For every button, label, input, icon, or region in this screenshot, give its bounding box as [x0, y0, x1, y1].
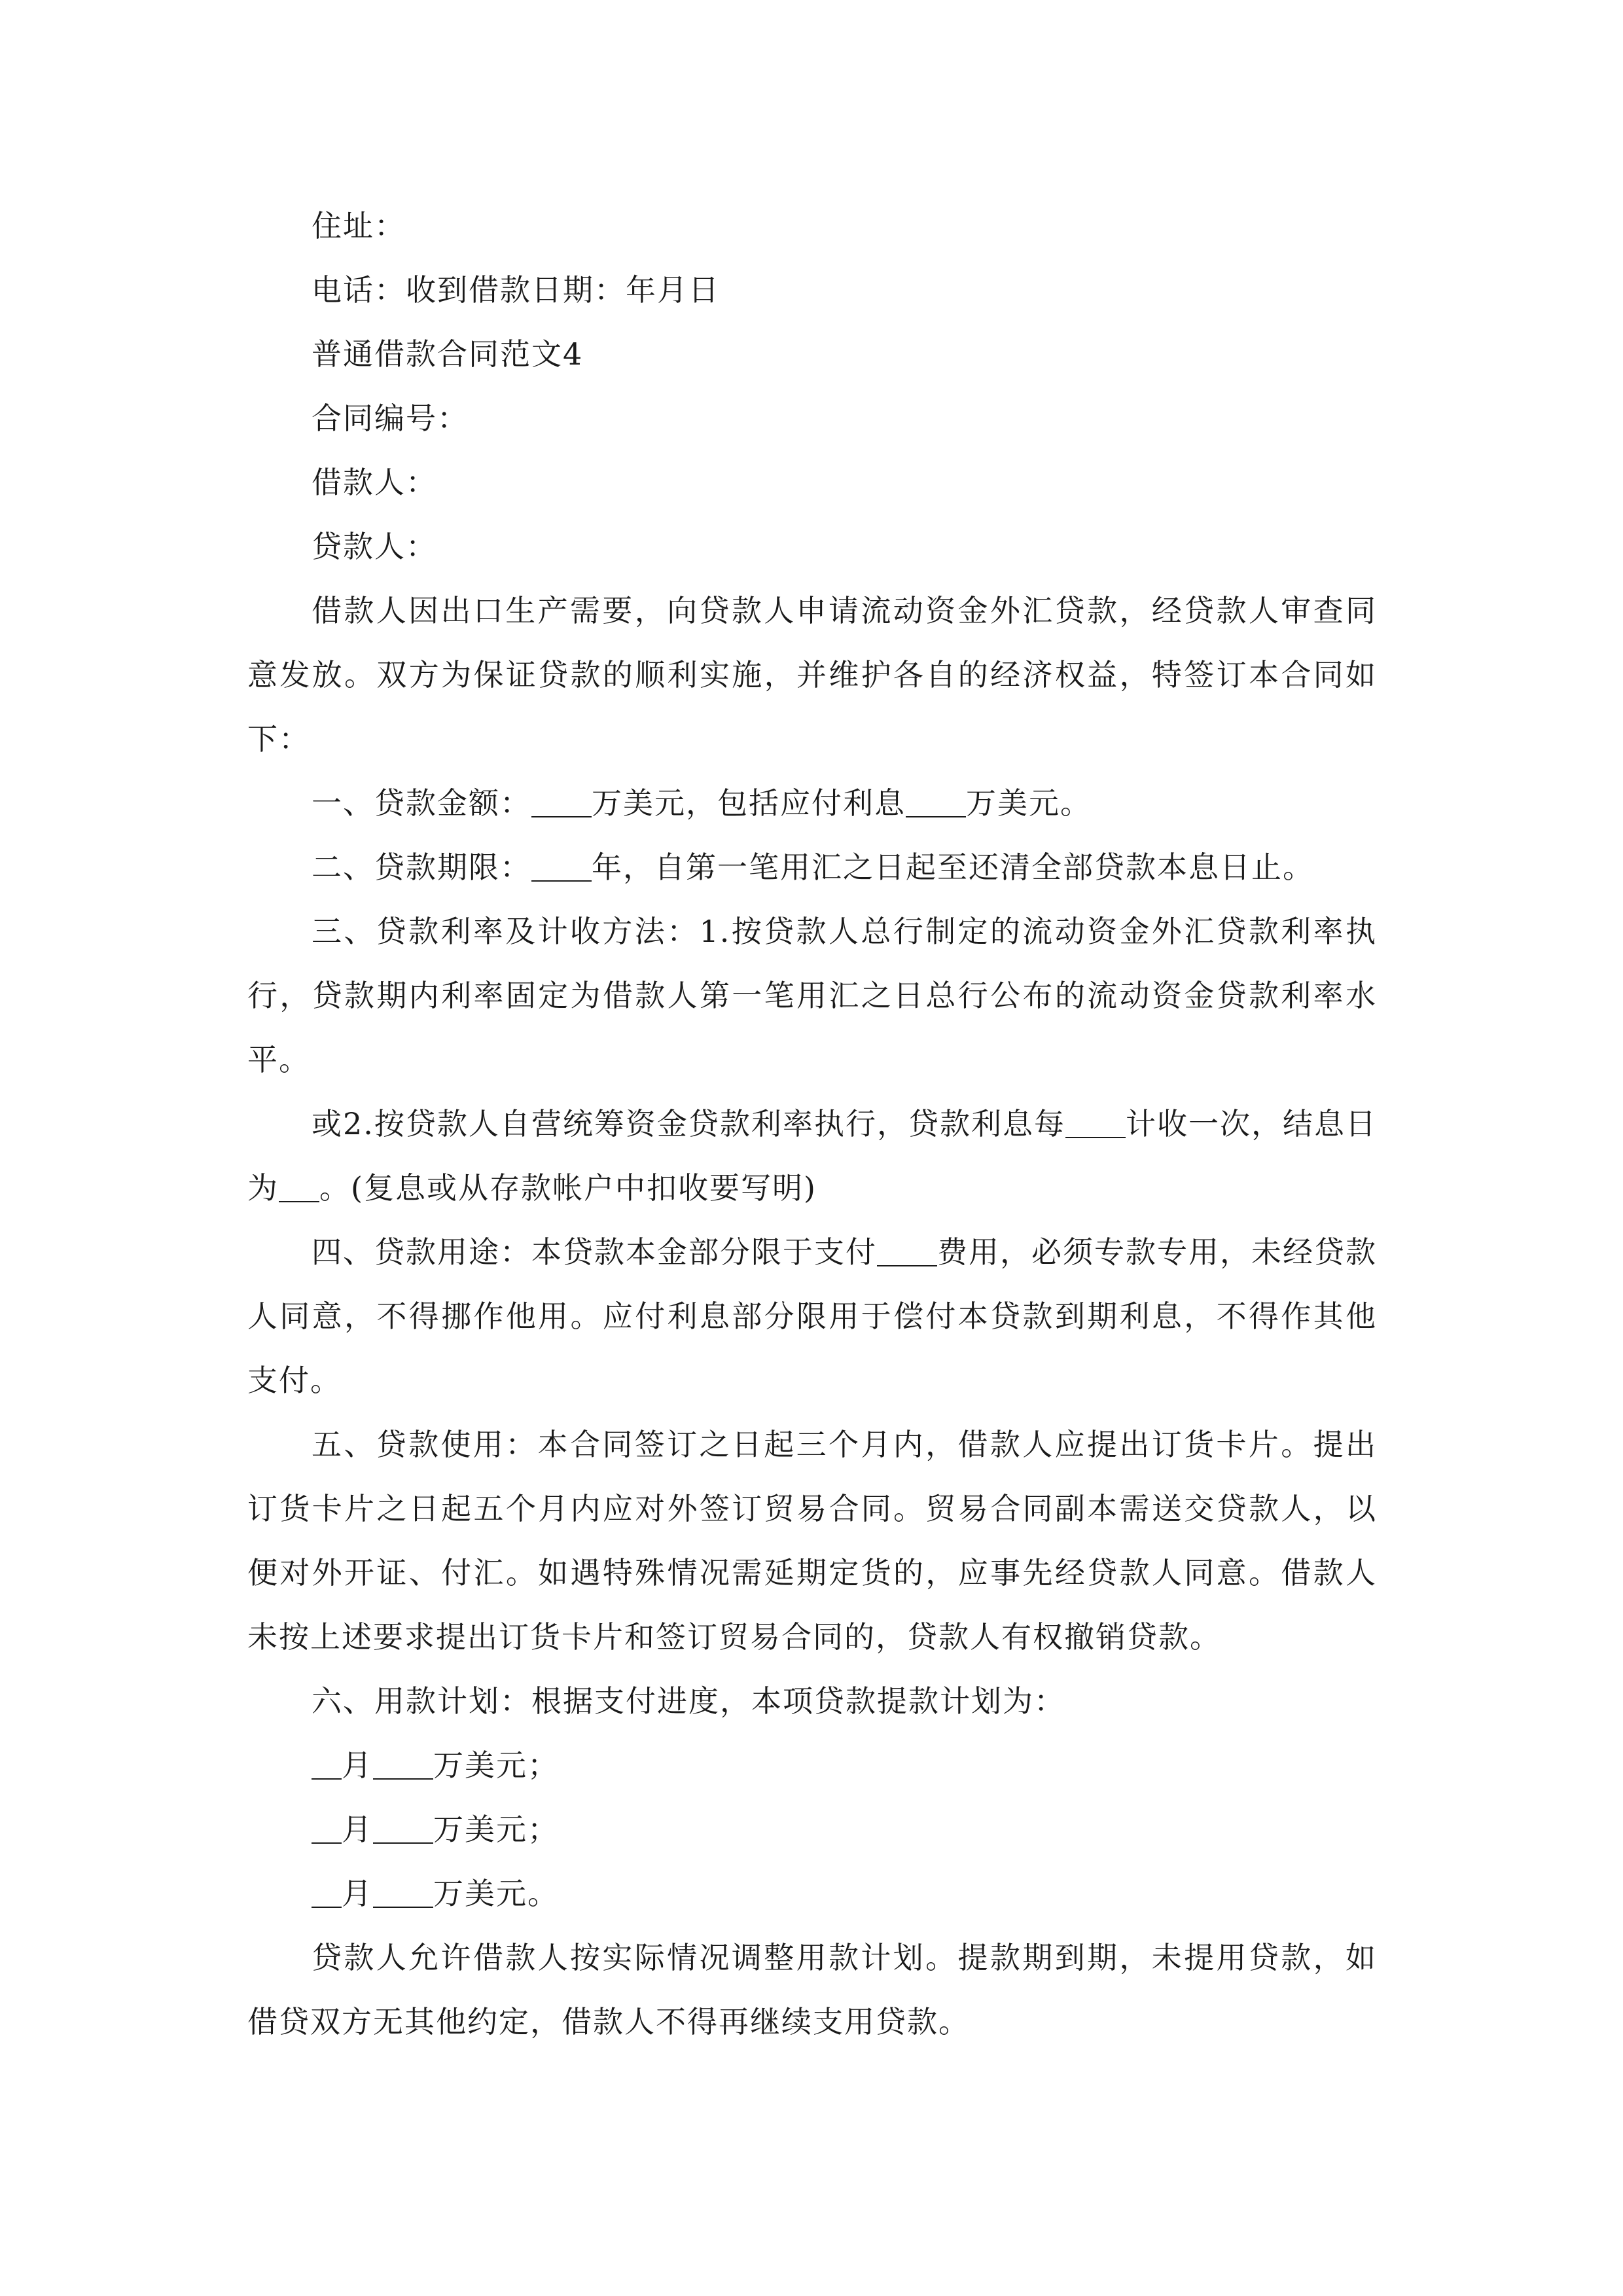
- plan-item: [247, 1861, 1377, 1926]
- contract-number-line: 合同编号：: [312, 401, 469, 436]
- plan-item: [247, 1797, 1377, 1861]
- clause-1: [247, 771, 1377, 835]
- clause-6: 六、用款计划：根据支付进度，本项贷款提款计划为：: [312, 1683, 1065, 1719]
- closing-paragraph: 贷款人允许借款人按实际情况调整用款计划。提款期到期，未提用贷款，如借贷双方无其他约定，借款人不得再继续支用贷款。: [247, 1940, 1377, 2039]
- blank-field: [279, 1175, 319, 1202]
- clause-2: [247, 835, 1377, 899]
- lender-line: 贷款人：: [312, 529, 437, 564]
- blank-field: [906, 790, 966, 817]
- blank-field: [373, 1880, 433, 1908]
- borrower-line: 借款人：: [312, 465, 437, 500]
- blank-field: [877, 1239, 937, 1266]
- intro-paragraph: 借款人因出口生产需要，向贷款人申请流动资金外汇贷款，经贷款人审查同意发放。双方为保证贷款的顺利实施，并维护各自的经济权益，特签订本合同如下：: [247, 593, 1377, 757]
- clause-3: 三、贷款利率及计收方法：1.按贷款人总行制定的流动资金外汇贷款利率执行，贷款期内利率固定为借款人第一笔用汇之日总行公布的流动资金贷款利率水平。: [247, 914, 1377, 1077]
- plan-month: 月: [342, 1812, 373, 1847]
- clause-3b-text-a: 或2.按贷款人自营统筹资金贷款利率执行，贷款利息每: [312, 1106, 1065, 1141]
- plan-amount: 万美元。: [433, 1876, 559, 1911]
- blank-field: [373, 1752, 433, 1780]
- phone-date-line: 电话：收到借款日期：年月日: [312, 272, 720, 308]
- plan-amount: 万美元；: [433, 1748, 559, 1783]
- blank-field: [531, 854, 592, 882]
- blank-field: [531, 790, 592, 817]
- clause-3-option-2: [247, 1092, 1377, 1220]
- clause-5: 五、贷款使用：本合同签订之日起三个月内，借款人应提出订货卡片。提出订货卡片之日起五个月内应对外签订贸易合同。贸易合同副本需送交贷款人，以便对外开证、付汇。如遇特殊情况需延期定货的，应事先经贷款人同意。借款人未按上述要求提出订货卡片和签订贸易合同的，贷款人有权撤销贷款。: [247, 1427, 1377, 1655]
- blank-field: [312, 1880, 342, 1908]
- plan-month: 月: [342, 1876, 373, 1911]
- blank-field: [312, 1816, 342, 1844]
- document-title: 普通借款合同范文4: [312, 336, 584, 372]
- blank-field: [373, 1816, 433, 1844]
- clause-1-label: 一、贷款金额：: [312, 785, 531, 821]
- clause-2-text: 年，自第一笔用汇之日起至还清全部贷款本息日止。: [592, 850, 1314, 885]
- clause-1-end: 万美元。: [966, 785, 1092, 821]
- plan-amount: 万美元；: [433, 1812, 559, 1847]
- clause-3b-text-b: 计收一次，结息日为: [247, 1106, 1378, 1206]
- address-line: 住址：: [312, 208, 406, 243]
- clause-1-text: 万美元，包括应付利息: [592, 785, 906, 821]
- document-page: [247, 194, 1377, 2054]
- plan-month: 月: [342, 1748, 373, 1783]
- clause-2-label: 二、贷款期限：: [312, 850, 531, 885]
- clause-4: [247, 1220, 1377, 1412]
- clause-4-text-b: 费用，必须专款专用，未经贷款人同意，不得挪作他用。应付利息部分限用于偿付本贷款到期利息，不得作其他支付。: [247, 1234, 1377, 1398]
- plan-item: [247, 1733, 1377, 1797]
- blank-field: [1065, 1111, 1126, 1138]
- clause-4-text-a: 四、贷款用途：本贷款本金部分限于支付: [312, 1234, 877, 1270]
- blank-field: [312, 1752, 342, 1780]
- clause-3b-text-c: 。(复息或从存款帐户中扣收要写明): [319, 1170, 817, 1206]
